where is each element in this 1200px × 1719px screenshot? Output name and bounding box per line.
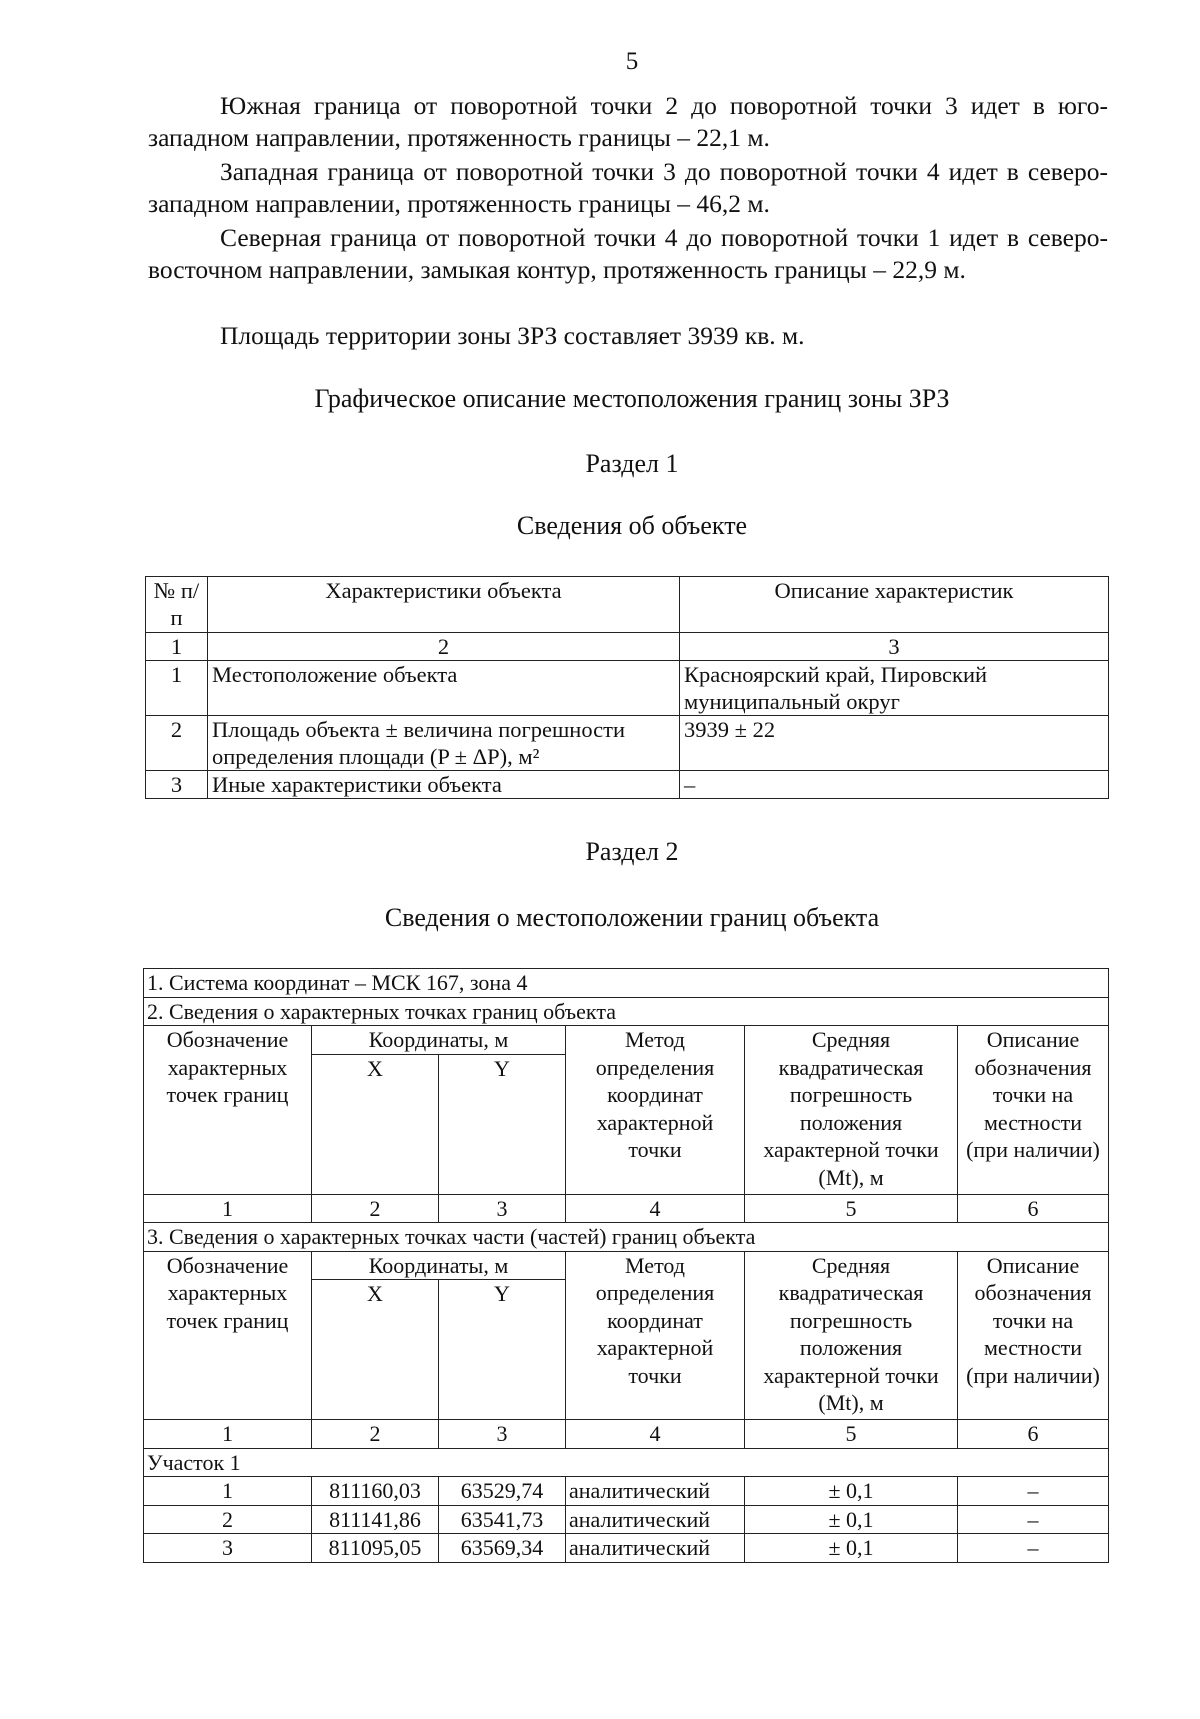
part3-title-row [144, 1223, 1109, 1252]
row-characteristic: Местоположение объекта [208, 661, 680, 716]
boundary-points-table [143, 968, 1109, 1563]
section2-title: Раздел 2 [585, 837, 679, 866]
point-x: 811095,05 [312, 1534, 439, 1563]
point-accuracy: ± 0,1 [745, 1534, 958, 1563]
row-number: 2 [146, 716, 208, 771]
object-info-table [145, 576, 1109, 799]
paragraph-north-border: Северная граница от поворотной точки 4 до поворотной точки 1 идет в северо-восточном направлении, замыкая контур, протяженность границы – 22,9 м. [148, 223, 1108, 284]
header-description: Описание характеристик [680, 577, 1109, 633]
part2-header-row [144, 1026, 1109, 1055]
document-heading: Графическое описание местоположения границ зоны ЗРЗ [314, 384, 950, 413]
col-number: 3 [439, 1420, 566, 1449]
point-method: аналитический [566, 1477, 745, 1506]
row-number: 3 [146, 771, 208, 799]
table-row [146, 661, 1109, 716]
point-x: 811141,86 [312, 1505, 439, 1534]
header-accuracy: Средняя квадратическая погрешность положения характерной точки (Mt), м [745, 1251, 958, 1420]
col-number: 4 [566, 1420, 745, 1449]
point-method: аналитический [566, 1505, 745, 1534]
header-x: X [312, 1054, 439, 1194]
col-number: 5 [745, 1420, 958, 1449]
table-row [144, 1534, 1109, 1563]
header-coords: Координаты, м [312, 1251, 566, 1280]
col-number: 4 [566, 1194, 745, 1223]
point-accuracy: ± 0,1 [745, 1477, 958, 1506]
col-number: 2 [312, 1194, 439, 1223]
point-method: аналитический [566, 1534, 745, 1563]
coord-system-row [144, 969, 1109, 998]
point-description: – [958, 1505, 1109, 1534]
point-accuracy: ± 0,1 [745, 1505, 958, 1534]
point-id: 1 [144, 1477, 312, 1506]
table-row [144, 1505, 1109, 1534]
header-coords: Координаты, м [312, 1026, 566, 1055]
header-number: № п/п [146, 577, 208, 633]
part3-title: 3. Сведения о характерных точках части (частей) границ объекта [144, 1223, 1109, 1252]
part3-header-row [144, 1251, 1109, 1280]
row-number: 1 [146, 661, 208, 716]
part2-column-numbers-row [144, 1194, 1109, 1223]
table-header-row [146, 577, 1109, 633]
section1-title: Раздел 1 [585, 449, 679, 478]
point-y: 63541,73 [439, 1505, 566, 1534]
col-number: 3 [439, 1194, 566, 1223]
paragraph-south-border: Южная граница от поворотной точки 2 до поворотной точки 3 идет в юго-западном направлении, протяженность границы – 22,1 м. [148, 91, 1108, 152]
header-characteristics: Характеристики объекта [208, 577, 680, 633]
col-number: 3 [680, 633, 1109, 661]
plot-label: Участок 1 [144, 1448, 1109, 1477]
point-description: – [958, 1534, 1109, 1563]
header-y: Y [439, 1054, 566, 1194]
row-value: – [680, 771, 1109, 799]
point-x: 811160,03 [312, 1477, 439, 1506]
col-number: 1 [144, 1420, 312, 1449]
point-id: 2 [144, 1505, 312, 1534]
header-method: Метод определения координат характерной точки [566, 1026, 745, 1195]
plot-label-row [144, 1448, 1109, 1477]
point-y: 63529,74 [439, 1477, 566, 1506]
col-number: 1 [144, 1194, 312, 1223]
paragraph-west-border: Западная граница от поворотной точки 3 до поворотной точки 4 идет в северо-западном направлении, протяженность границы – 46,2 м. [148, 157, 1108, 218]
part3-column-numbers-row [144, 1420, 1109, 1449]
part2-title: 2. Сведения о характерных точках границ объекта [144, 997, 1109, 1026]
table-row [146, 771, 1109, 799]
header-y: Y [439, 1280, 566, 1420]
col-number: 5 [745, 1194, 958, 1223]
header-accuracy: Средняя квадратическая погрешность положения характерной точки (Mt), м [745, 1026, 958, 1195]
header-x: X [312, 1280, 439, 1420]
page-number: 5 [625, 48, 639, 75]
header-designation: Обозначение характерных точек границ [144, 1251, 312, 1420]
point-y: 63569,34 [439, 1534, 566, 1563]
header-designation: Обозначение характерных точек границ [144, 1026, 312, 1195]
header-method: Метод определения координат характерной точки [566, 1251, 745, 1420]
row-value: Красноярский край, Пировский муниципальный округ [680, 661, 1109, 716]
col-number: 2 [208, 633, 680, 661]
point-id: 3 [144, 1534, 312, 1563]
col-number: 6 [958, 1420, 1109, 1449]
row-characteristic: Площадь объекта ± величина погрешности определения площади (P ± ΔP), м² [208, 716, 680, 771]
paragraph-area: Площадь территории зоны ЗРЗ составляет 3939 кв. м. [220, 321, 805, 350]
table-row [144, 1477, 1109, 1506]
part2-title-row [144, 997, 1109, 1026]
col-number: 1 [146, 633, 208, 661]
table-column-numbers-row [146, 633, 1109, 661]
row-characteristic: Иные характеристики объекта [208, 771, 680, 799]
header-description: Описание обозначения точки на местности (при наличии) [958, 1251, 1109, 1420]
coord-system: 1. Система координат – МСК 167, зона 4 [144, 969, 1109, 998]
section1-subtitle: Сведения об объекте [516, 511, 748, 540]
header-description: Описание обозначения точки на местности (при наличии) [958, 1026, 1109, 1195]
col-number: 2 [312, 1420, 439, 1449]
section2-subtitle: Сведения о местоположении границ объекта [384, 903, 880, 932]
col-number: 6 [958, 1194, 1109, 1223]
row-value: 3939 ± 22 [680, 716, 1109, 771]
point-description: – [958, 1477, 1109, 1506]
table-row [146, 716, 1109, 771]
